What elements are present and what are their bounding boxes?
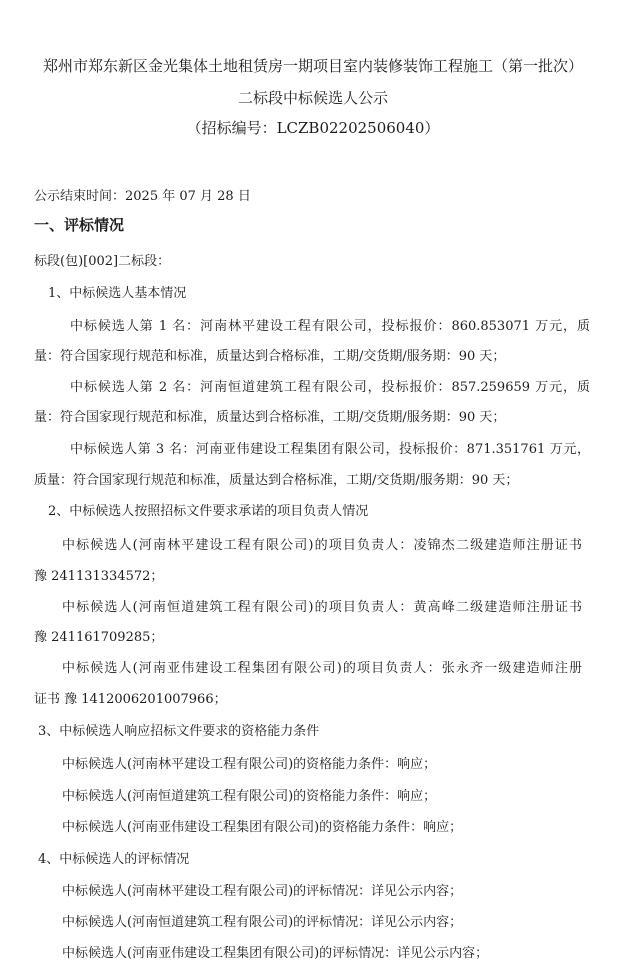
manager-3-line-1: 中标候选人(河南亚伟建设工程集团有限公司)的项目负责人：张永齐一级建造师注册: [62, 661, 582, 676]
document-title-line-1: 郑州市郑东新区金光集体土地租赁房一期项目室内装修装饰工程施工（第一批次）: [42, 57, 583, 75]
manager-2-line-2: 豫 241161709285；: [34, 630, 164, 645]
tender-number: （招标编号：LCZB02202506040）: [186, 119, 440, 137]
qualification-1: 中标候选人(河南林平建设工程有限公司)的资格能力条件：响应；: [62, 757, 437, 772]
evaluation-2: 中标候选人(河南恒道建筑工程有限公司)的评标情况：详见公示内容；: [62, 915, 463, 930]
qualification-3: 中标候选人(河南亚伟建设工程集团有限公司)的资格能力条件：响应；: [62, 820, 463, 835]
candidate-3-line-1: 中标候选人第 3 名：河南亚伟建设工程集团有限公司，投标报价：871.351761 万元，: [70, 442, 590, 457]
candidate-2-line-1: 中标候选人第 2 名：河南恒道建筑工程有限公司，投标报价：857.259659 万元，质: [70, 380, 590, 395]
notice-end-time: 公示结束时间：2025 年 07 月 28 日: [34, 189, 251, 204]
candidate-2-line-2: 量：符合国家现行规范和标准，质量达到合格标准，工期/交货期/服务期：90 天；: [34, 410, 506, 425]
evaluation-3: 中标候选人(河南亚伟建设工程集团有限公司)的评标情况：详见公示内容；: [62, 946, 489, 961]
manager-1-line-2: 豫 241131334572；: [34, 569, 164, 584]
lot-label: 标段(包)[002]二标段：: [34, 254, 171, 269]
manager-3-line-2: 证书 豫 1412006201007966；: [34, 692, 227, 707]
candidate-3-line-2: 质量：符合国家现行规范和标准，质量达到合格标准，工期/交货期/服务期：90 天；: [34, 473, 519, 488]
subheading-basic-info: 1、中标候选人基本情况: [48, 286, 187, 301]
evaluation-1: 中标候选人(河南林平建设工程有限公司)的评标情况：详见公示内容；: [62, 884, 463, 899]
manager-1-line-1: 中标候选人(河南林平建设工程有限公司)的项目负责人：凌锦杰二级建造师注册证书: [62, 538, 582, 553]
manager-2-line-1: 中标候选人(河南恒道建筑工程有限公司)的项目负责人：黄高峰二级建造师注册证书: [62, 600, 582, 615]
subheading-project-managers: 2、中标候选人按照招标文件要求承诺的项目负责人情况: [48, 504, 369, 519]
qualification-2: 中标候选人(河南恒道建筑工程有限公司)的资格能力条件：响应；: [62, 789, 437, 804]
candidate-1-line-1: 中标候选人第 1 名：河南林平建设工程有限公司，投标报价：860.853071 万元，质: [70, 319, 590, 334]
subheading-evaluation: 4、中标候选人的评标情况: [38, 852, 190, 867]
section-heading-evaluation: 一、评标情况: [34, 216, 125, 234]
subheading-qualification: 3、中标候选人响应招标文件要求的资格能力条件: [38, 724, 320, 739]
candidate-1-line-2: 量：符合国家现行规范和标准，质量达到合格标准，工期/交货期/服务期：90 天；: [34, 349, 506, 364]
document-title-line-2: 二标段中标候选人公示: [237, 89, 388, 107]
